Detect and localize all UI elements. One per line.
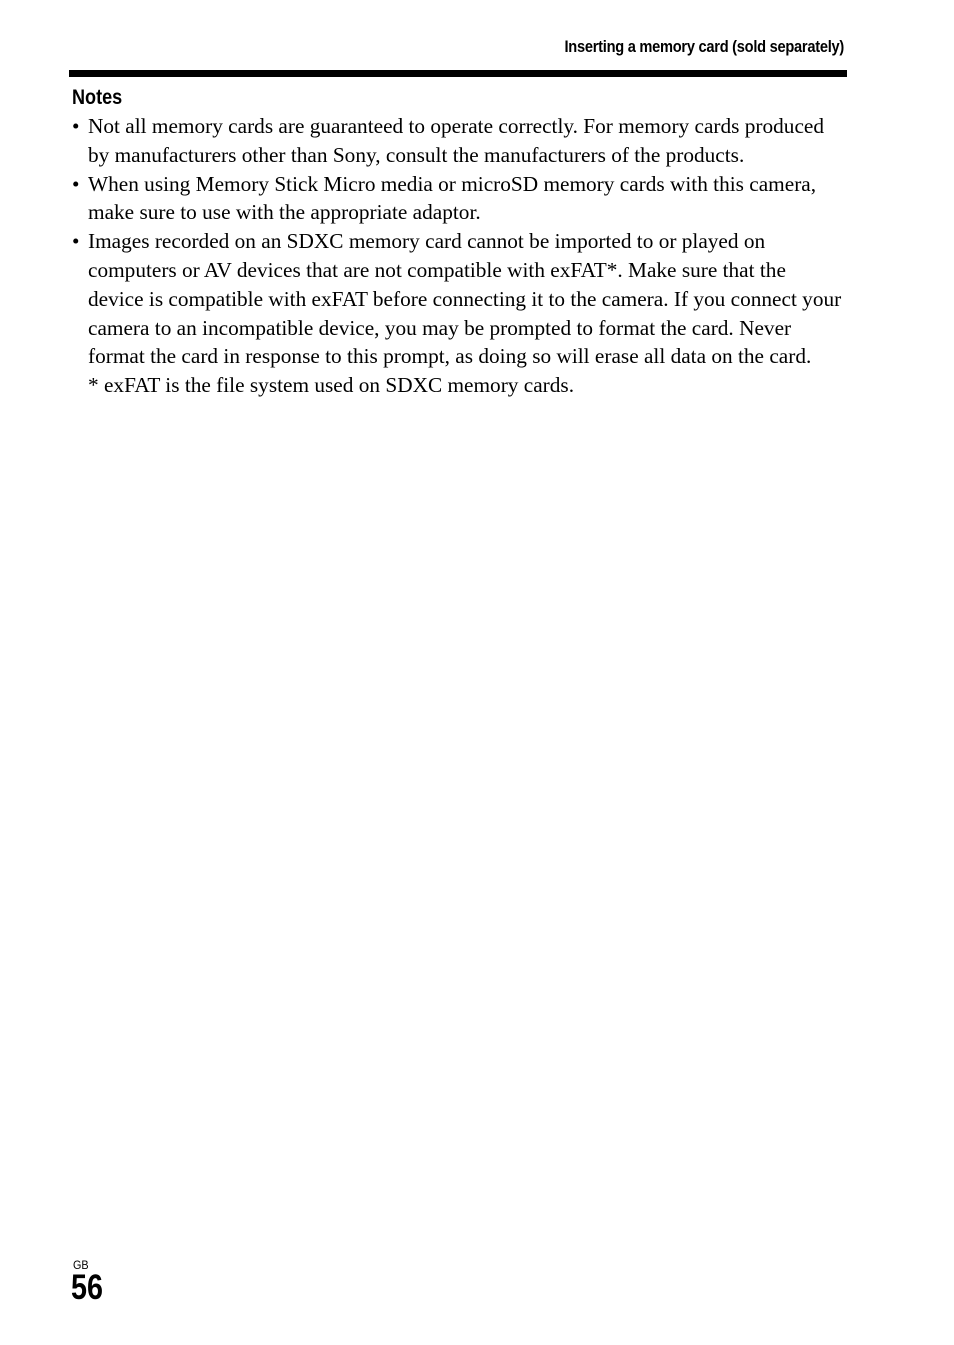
note-text: Not all memory cards are guaranteed to operate correctly. For memory cards produced by manufacturers other than Sony, consult the manufacturers of the products.: [88, 114, 825, 167]
running-header-title: Inserting a memory card (sold separately): [564, 37, 844, 56]
note-text: Images recorded on an SDXC memory card cannot be imported to or played on computers or AV devices that are not compatible with exFAT*. Make sure that the device is compatible with exFAT before connecting it to the camera. If you connect your camera to an incompatible device, you may be prompted to format the card. Never format the card in response to this prompt, as doing so will erase all data on the card.: [88, 229, 842, 369]
notes-list: [72, 112, 844, 400]
header-rule: [69, 70, 847, 77]
note-item: [72, 112, 844, 170]
note-item: [72, 170, 844, 228]
bullet-glyph: •: [72, 229, 80, 254]
note-item: [72, 227, 844, 400]
notes-heading: Notes: [72, 86, 123, 109]
page-number: 56: [71, 1268, 103, 1307]
bullet-glyph: •: [72, 171, 80, 196]
language-code: GB: [73, 1258, 89, 1272]
footnote-text: * exFAT is the file system used on SDXC memory cards.: [88, 373, 575, 398]
bullet-glyph: •: [72, 114, 80, 138]
note-text: When using Memory Stick Micro media or microSD memory cards with this camera, make sure to use with the appropriate adaptor.: [88, 171, 817, 225]
